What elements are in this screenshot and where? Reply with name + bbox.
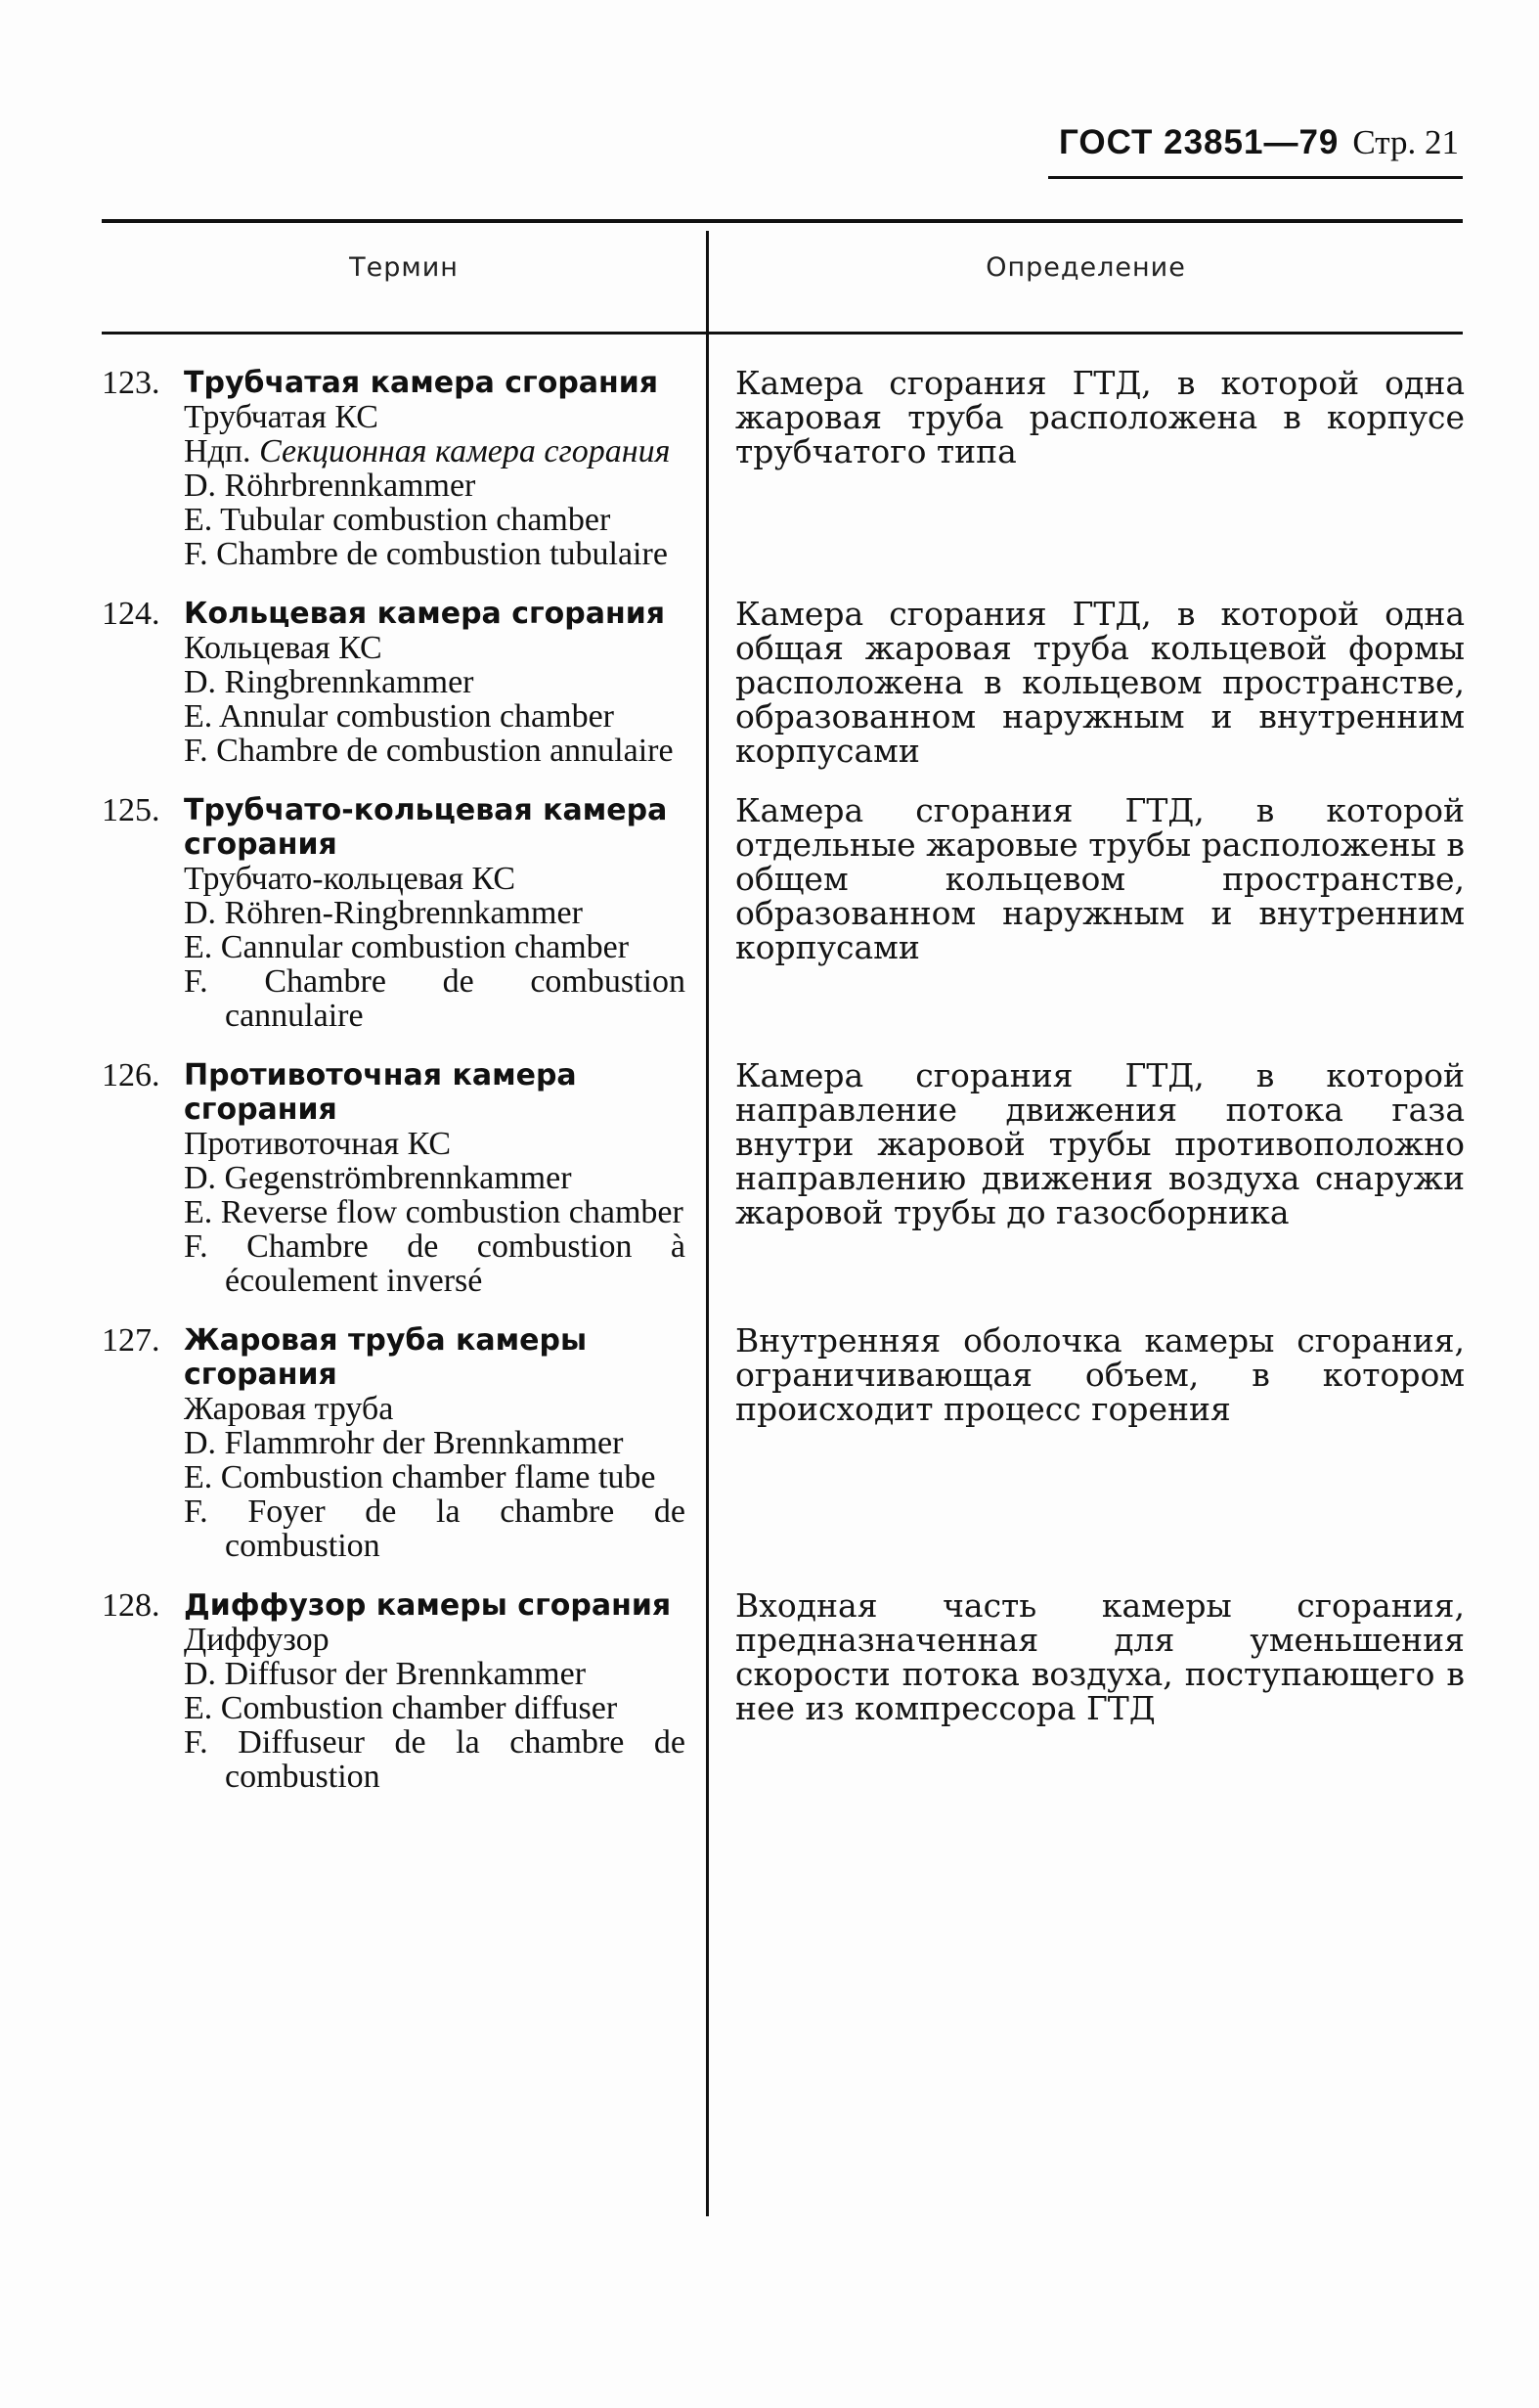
definition-text: Входная часть камеры сгорания, предназначенная для уменьшения скорости потока воздуха, поступающего в нее из компрессора ГТД [735, 1586, 1465, 1727]
entry-number: 127. [102, 1322, 160, 1359]
main-term: Трубчатая камера сгорания [184, 366, 659, 400]
page-number: Стр. 21 [1352, 123, 1459, 161]
short-term: Трубчато-кольцевая КС [184, 861, 516, 897]
ndp-label: Ндп. [184, 433, 251, 469]
main-term: Кольцевая камера сгорания [184, 597, 666, 631]
short-term: Диффузор [184, 1622, 330, 1658]
term-cell [102, 1588, 688, 1794]
german-equivalent: D. Ringbrennkammer [184, 664, 474, 700]
term-cell [102, 597, 688, 768]
english-equivalent: E. Reverse flow combustion chamber [184, 1194, 683, 1230]
term-entry-125 [0, 793, 1539, 1033]
definition-text: Камера сгорания ГТД, в которой одна жаровая труба расположена в корпусе трубчатого типа [735, 364, 1465, 470]
term-entry-127 [0, 1323, 1539, 1563]
term-cell [102, 1058, 688, 1298]
entry-number: 128. [102, 1587, 160, 1624]
definition-text: Камера сгорания ГТД, в которой отдельные жаровые трубы расположены в общем кольцевом пространстве, образованном наружным и внутренним корпусами [735, 791, 1465, 966]
english-equivalent: E. Annular combustion chamber [184, 698, 615, 735]
short-term: Трубчатая КС [184, 399, 378, 435]
deprecated-term [184, 434, 685, 468]
short-term: Противоточная КС [184, 1126, 452, 1162]
definition-text: Внутренняя оболочка камеры сгорания, ограничивающая объем, в котором происходит процесс горения [735, 1321, 1465, 1428]
main-term: Диффузор камеры сгорания [184, 1588, 672, 1623]
definition-text: Камера сгорания ГТД, в которой одна общая жаровая труба кольцевой формы расположена в кольцевом пространстве, образованном наружным и внутренним корпусами [735, 595, 1465, 770]
term-entry-124 [0, 597, 1539, 768]
entry-number: 124. [102, 596, 160, 632]
entry-number: 125. [102, 792, 160, 828]
french-equivalent: F. Chambre de combustion tubulaire [184, 536, 668, 572]
german-equivalent: D. Flammrohr der Brennkammer [184, 1425, 624, 1461]
column-header-term: Термин [349, 252, 459, 283]
german-equivalent: D. Gegenströmbrennkammer [184, 1160, 572, 1196]
entry-number: 126. [102, 1057, 160, 1093]
term-cell [102, 366, 688, 571]
short-term: Кольцевая КС [184, 630, 382, 666]
standard-code: ГОСТ 23851—79 [1059, 123, 1340, 161]
german-equivalent: D. Röhrbrennkammer [184, 468, 476, 504]
german-equivalent: D. Diffusor der Brennkammer [184, 1656, 587, 1692]
table-header-rule [102, 332, 1463, 334]
definition-text: Камера сгорания ГТД, в которой направление движения потока газа внутри жаровой трубы противоположно направлению движения воздуха снаружи жаровой трубы до газосборника [735, 1056, 1465, 1231]
table-top-rule [102, 219, 1463, 223]
term-entry-128 [0, 1588, 1539, 1794]
english-equivalent: E. Tubular combustion chamber [184, 502, 611, 538]
short-term: Жаровая труба [184, 1391, 394, 1427]
german-equivalent: D. Röhren-Ringbrennkammer [184, 895, 583, 931]
english-equivalent: E. Combustion chamber diffuser [184, 1690, 618, 1726]
main-term: Противоточная камера сгорания [184, 1058, 577, 1127]
header-rule [1048, 176, 1463, 179]
english-equivalent: E. Combustion chamber flame tube [184, 1459, 656, 1495]
french-equivalent: F. Foyer de la chambre de combustion [184, 1494, 685, 1564]
french-equivalent: F. Chambre de combustion annulaire [184, 733, 674, 769]
term-entry-123 [0, 366, 1539, 571]
term-table-body [0, 366, 1539, 1794]
term-entry-126 [0, 1058, 1539, 1298]
french-equivalent: F. Diffuseur de la chambre de combustion [184, 1724, 685, 1795]
column-header-definition: Определение [986, 252, 1186, 283]
french-equivalent: F. Chambre de combustion cannulaire [184, 963, 685, 1034]
term-cell [102, 1323, 688, 1563]
french-equivalent: F. Chambre de combustion à écoulement inversé [184, 1228, 685, 1299]
term-cell [102, 793, 688, 1033]
page-header [1059, 125, 1459, 159]
entry-number: 123. [102, 365, 160, 401]
ndp-term: Секционная камера сгорания [259, 433, 671, 469]
main-term: Трубчато-кольцевая камера сгорания [184, 793, 668, 862]
english-equivalent: E. Cannular combustion chamber [184, 929, 630, 965]
main-term: Жаровая труба камеры сгорания [184, 1323, 588, 1392]
